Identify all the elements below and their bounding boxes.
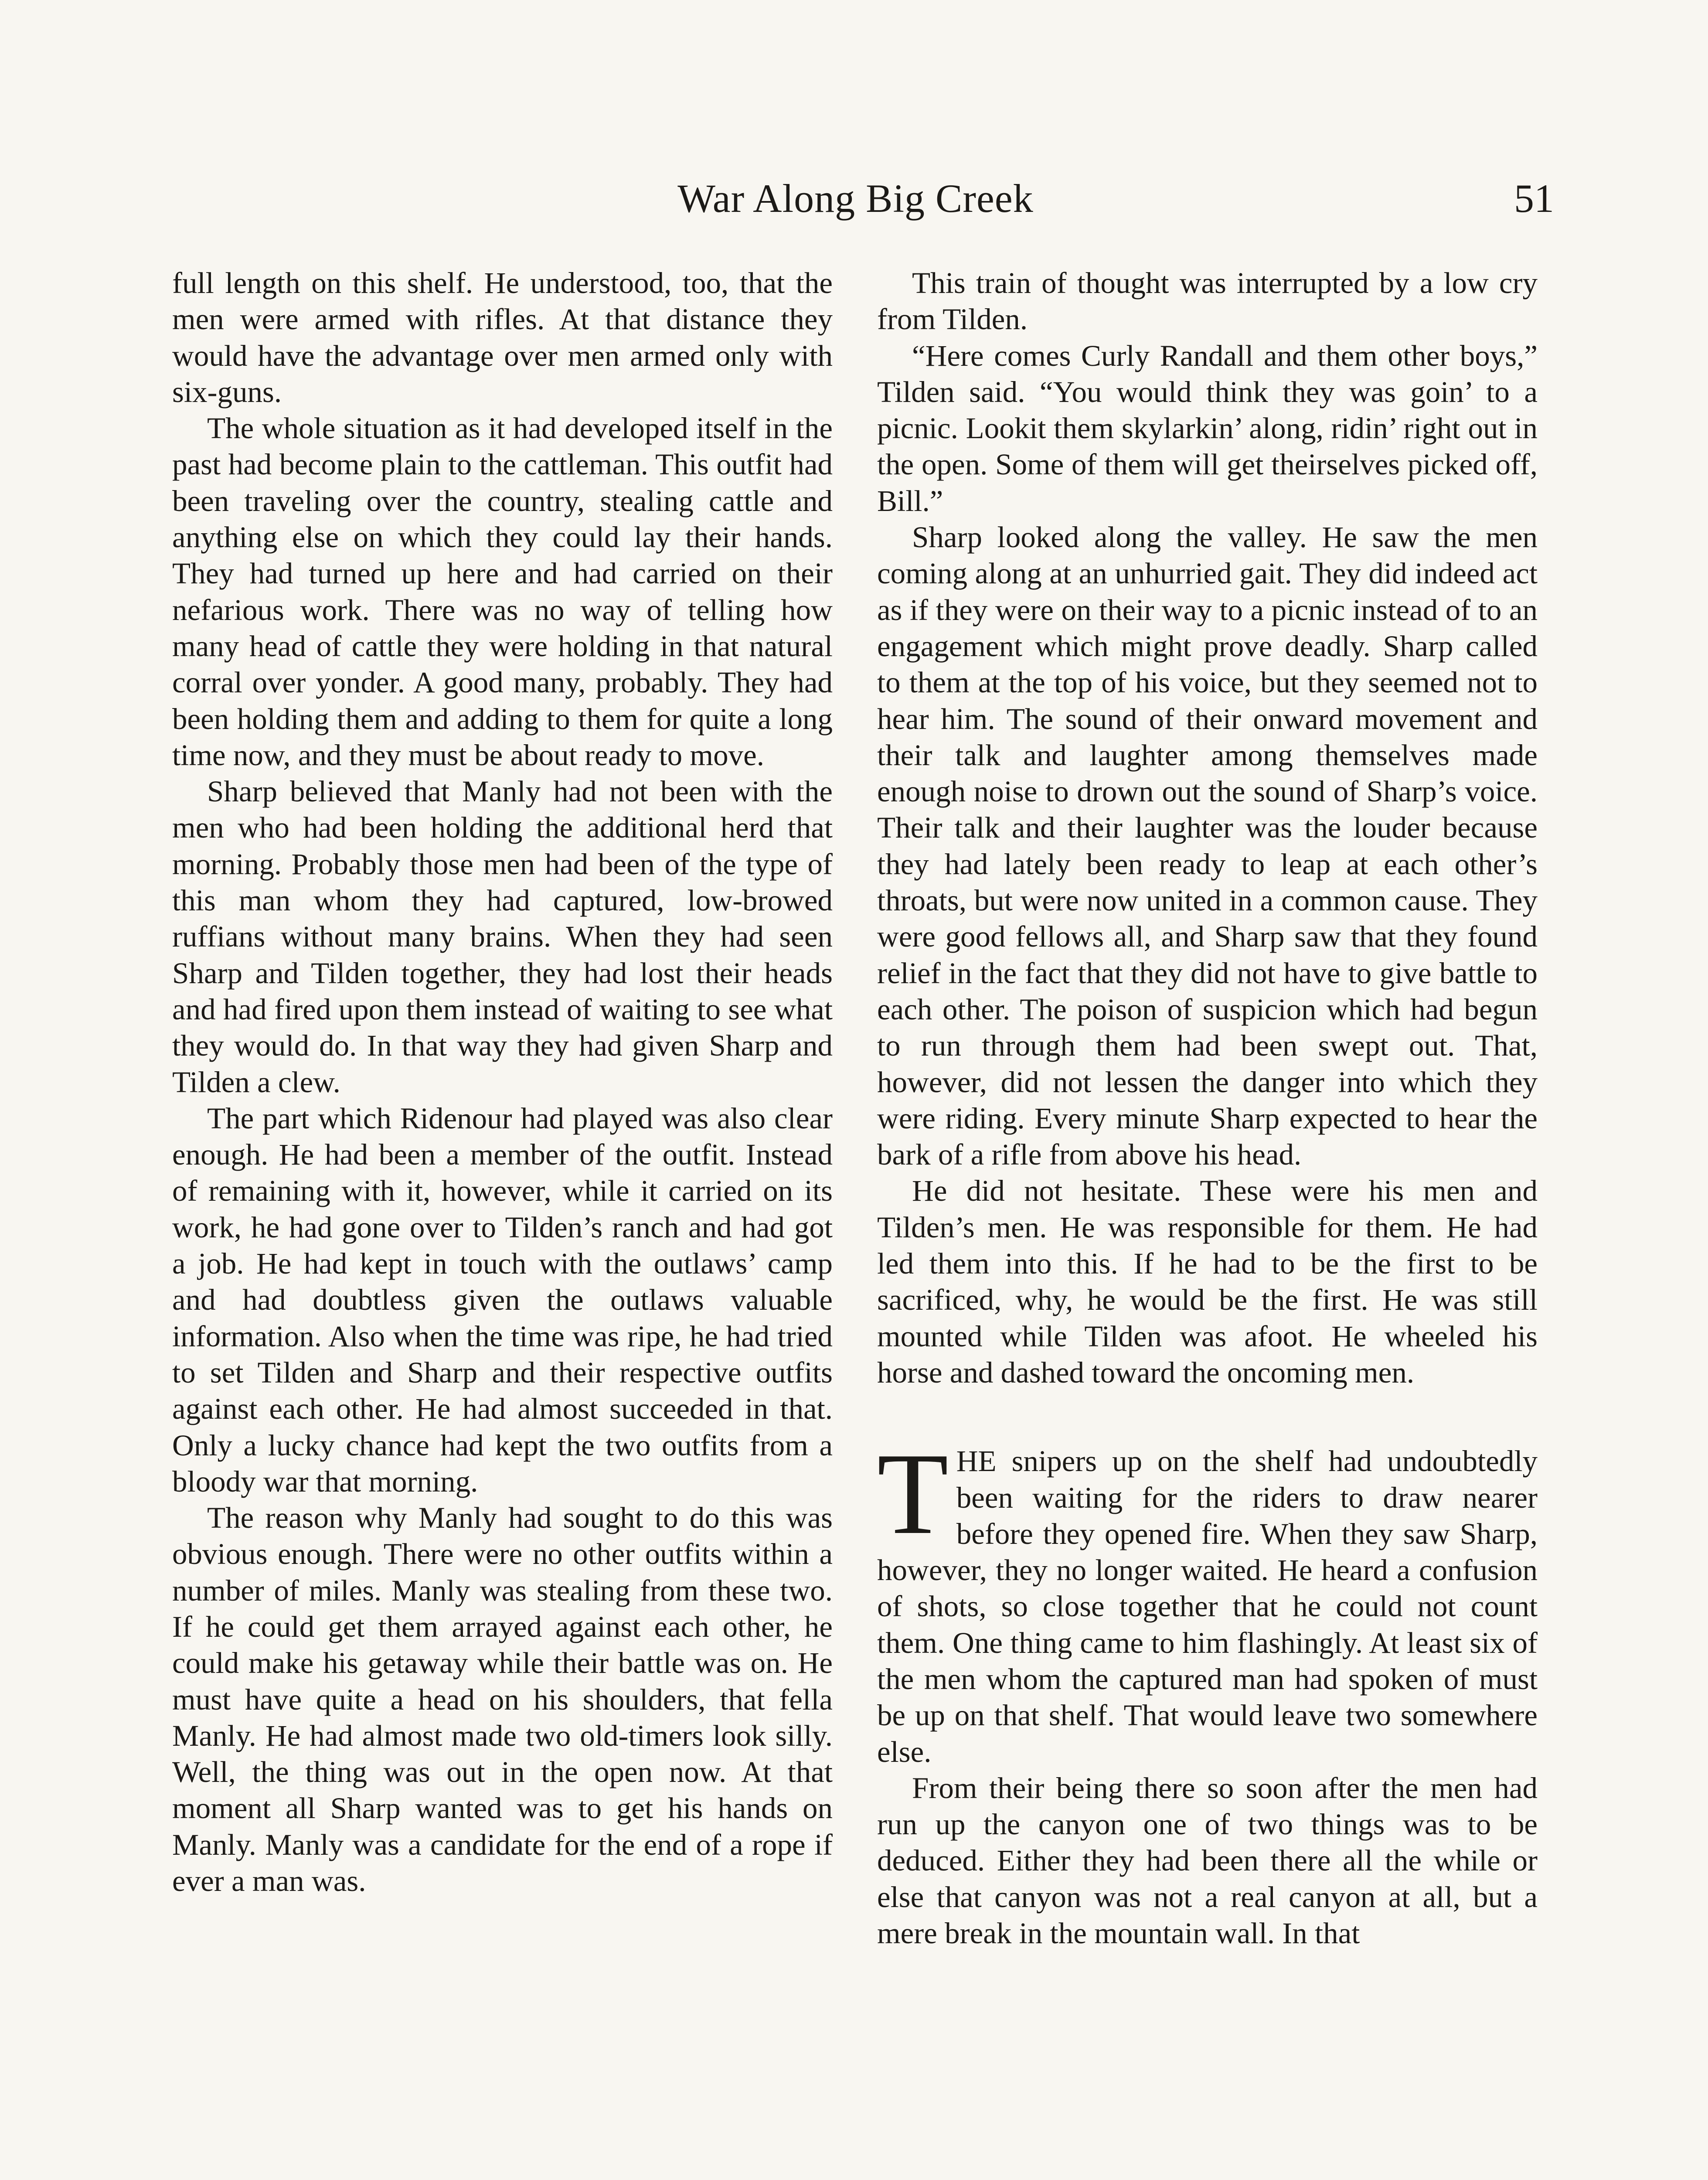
paragraph: “Here comes Curly Randall and them other boys,” Tilden said. “You would think they was goin’ to a picnic. Lookit them skylarkin’ along, ridin’ right out in the open. Some of them will get theirselves picked off, Bill.” [877,339,1538,518]
drop-cap: T [877,1429,949,1559]
right-column [877,265,1538,1952]
paragraph: The part which Ridenour had played was also clear enough. He had been a member of the outfit. Instead of remaining with it, however, while it carried on its work, he had gone over to Tilden’s ranch and had got a job. He had kept in touch with the outlaws’ camp and had doubtless given the outlaws valuable information. Also when the time was ripe, he had tried to set Tilden and Sharp and their respective outfits against each other. He had almost succeeded in that. Only a lucky chance had kept the two outfits from a bloody war that morning. [172,1101,833,1498]
paragraph: He did not hesitate. These were his men and Tilden’s men. He was responsible for them. He had led them into this. If he had to be the first to be sacrificed, why, he would be the first. He was still mounted while Tilden was afoot. He wheeled his horse and dashed toward the oncoming men. [877,1174,1538,1389]
paragraph: Sharp looked along the valley. He saw the men coming along at an unhurried gait. They did indeed act as if they were on their way to a picnic instead of to an engagement which might prove deadly. Sharp called to them at the top of his voice, but they seemed not to hear him. The sound of their onward movement and their talk and laughter among themselves made enough noise to drown out the sound of Sharp’s voice. Their talk and their laughter was the louder because they had lately been ready to leap at each other’s throats, but were now united in a common cause. They were good fellows all, and Sharp saw that they found relief in the fact that they did not have to give battle to each other. The poison of suspicion which had begun to run through them had been swept out. That, however, did not lessen the danger into which they were riding. Every minute Sharp expected to hear the bark of a rifle from above his head. [877,521,1538,1172]
running-head [172,170,1554,227]
opening-text: snipers up on the shelf had undoubtedly been waiting for the riders to draw nearer before they opened fire. When they saw Sharp, however, they no longer waited. He heard a confusion of shots, so close together that he could not count them. One thing came to him flashingly. At least six of the men whom the captured man had spoken of must be up on that shelf. That would leave two somewhere else. [877,1444,1538,1768]
paragraph: This train of thought was interrupted by a low cry from Tilden. [877,266,1538,336]
paragraph: From their being there so soon after the men had run up the canyon one of two things was to be deduced. Either they had been there all the while or else that canyon was not a real canyon at all, but a mere break in the mountain wall. In that [877,1771,1538,1950]
paragraph: The whole situation as it had developed itself in the past had become plain to the cattleman. This outfit had been traveling over the country, stealing cattle and anything else on which they could lay their hands. They had turned up here and had carried on their nefarious work. There was no way of telling how many head of cattle they were holding in that natural corral over yonder. A good many, probably. They had been holding them and adding to them for quite a long time now, and they must be about ready to move. [172,412,833,772]
paragraph: The reason why Manly had sought to do this was obvious enough. There were no other outfits within a number of miles. Manly was stealing from these two. If he could get them arrayed against each other, he could make his getaway while their battle was on. He must have quite a head on his shoulders, that fella Manly. He had almost made two old-timers look silly. Well, the thing was out in the open now. At that moment all Sharp wanted was to get his hands on Manly. Manly was a candidate for the end of a rope if ever a man was. [172,1501,833,1898]
section-break [877,1391,1538,1443]
left-column [172,265,833,1899]
page-number: 51 [1514,176,1554,221]
opening-small-caps: HE [956,1444,997,1478]
paragraph: full length on this shelf. He understood, too, that the men were armed with rifles. At that distance they would have the advantage over men armed only with six-guns. [172,266,833,409]
paragraph: Sharp believed that Manly had not been with the men who had been holding the additional herd that morning. Probably those men had been of the type of this man whom they had captured, low-browed ruffians without many brains. When they had seen Sharp and Tilden together, they had lost their heads and had fired upon them instead of waiting to see what they would do. In that way they had given Sharp and Tilden a clew. [172,775,833,1099]
story-title: War Along Big Creek [677,176,1034,221]
section-opening-paragraph [877,1429,1538,1770]
